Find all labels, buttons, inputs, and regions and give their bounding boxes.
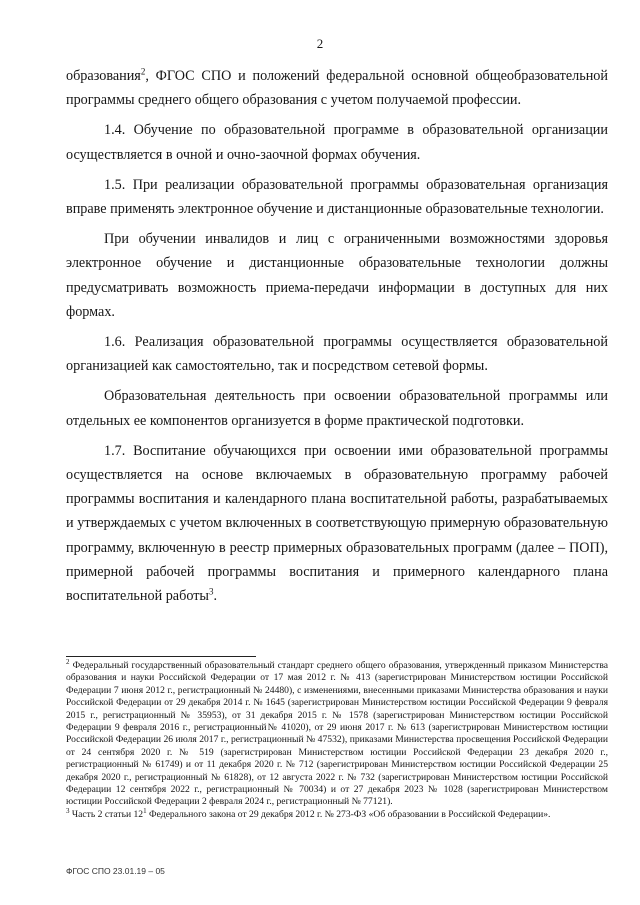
footnote-mark: 3	[66, 806, 70, 815]
document-code: ФГОС СПО 23.01.19 – 05	[66, 866, 165, 876]
paragraph: 1.5. При реализации образовательной программы образовательная организация вправе применять электронное обучение и дистанционные образовательные технологии.	[66, 176, 608, 218]
paragraph: 1.4. Обучение по образовательной программе в образовательной организации осуществляется в очной и очно-заочной формах обучения.	[66, 122, 608, 163]
footnote-separator	[66, 656, 256, 657]
footnote: $^2$ Федеральный государственный образовательный стандарт среднего общего образования, утвержденный приказом Министерства образования и науки Российской Федерации от 17 мая 2012 г. № 413 (зарегистрирован Министерством юстиции Российской Федерации 7 июня 2012 г., регистрационный № 24480), с изменениями, внесенными приказами Министерства образования и науки Российской Федерации от 29 декабря 2014 г. № 1645 (зарегистрирован Министерством юстиции Российской Федерации 9 февраля 2015 г., регистрационный № 35953), от 31 декабря 2015 г. № 1578 (зарегистрирован Министерством юстиции Российской Федерации 9 февраля 2016 г., регистрационный№ 41020), от 29 июня 2017 г. № 613 (зарегистрирован Министерством юстиции Российской Федерации 26 июля 2017 г., регистрационный № 47532), приказами Министерства просвещения Российской Федерации от 24 сентября 2020 г. № 519 (зарегистрирован Министерством юстиции Российской Федерации 23 декабря 2020 г., регистрационный № 61749) и от 11 декабря 2020 г. № 712 (зарегистрирован Министерством юстиции Российской Федерации 25 декабря 2020 г., регистрационный № 61828), от 12 августа 2022 г. № 732 (зарегистрирован Министерством юстиции Российской Федерации 12 сентября 2022 г., регистрационный № 70034) и от 27 декабря 2023 № 1028 (зарегистрирован Министерством юстиции Российской Федерации 2 февраля 2024 г., регистрационный № 77121).	[66, 657, 608, 808]
footnote-ref[interactable]: 2	[140, 66, 146, 77]
paragraph: При обучении инвалидов и лиц с ограниченными возможностями здоровья электронное обучение и дистанционные образовательные технологии должны предусматривать возможность приема-передачи информации в доступных для них формах.	[66, 231, 608, 320]
paragraph: 1.6. Реализация образовательной программы осуществляется образовательной организацией как самостоятельно, так и посредством сетевой формы.	[66, 334, 608, 375]
paragraph: образования$^2$, ФГОС СПО и положений федеральной основной общеобразовательной программы среднего общего образования с учетом получаемой профессии.	[66, 66, 608, 109]
paragraph: 1.7. Воспитание обучающихся при освоении ими образовательной программы осуществляется на основе включаемых в образовательную программу рабочей программы воспитания и календарного плана воспитательной работы, разрабатываемых и утверждаемых с учетом включенных в соответствующую примерную образовательную программу, включенную в реестр примерных образовательных программ (далее – ПОП), примерной рабочей программы воспитания и примерного календарного плана воспитательной работы$^3$.	[66, 442, 608, 605]
document-body	[66, 64, 608, 614]
footnote-mark: 2	[66, 657, 70, 666]
footnotes	[66, 657, 608, 821]
page-number: 2	[316, 36, 324, 51]
paragraph: Образовательная деятельность при освоении образовательной программы или отдельных ее компонентов организуется в форме практической подготовки.	[66, 388, 608, 429]
footnote-ref[interactable]: 3	[208, 586, 214, 597]
footnote: $^3$ Часть 2 статьи 12$^1$ Федерального закона от 29 декабря 2012 г. № 273-ФЗ «Об образовании в Российской Федерации».	[66, 806, 551, 820]
